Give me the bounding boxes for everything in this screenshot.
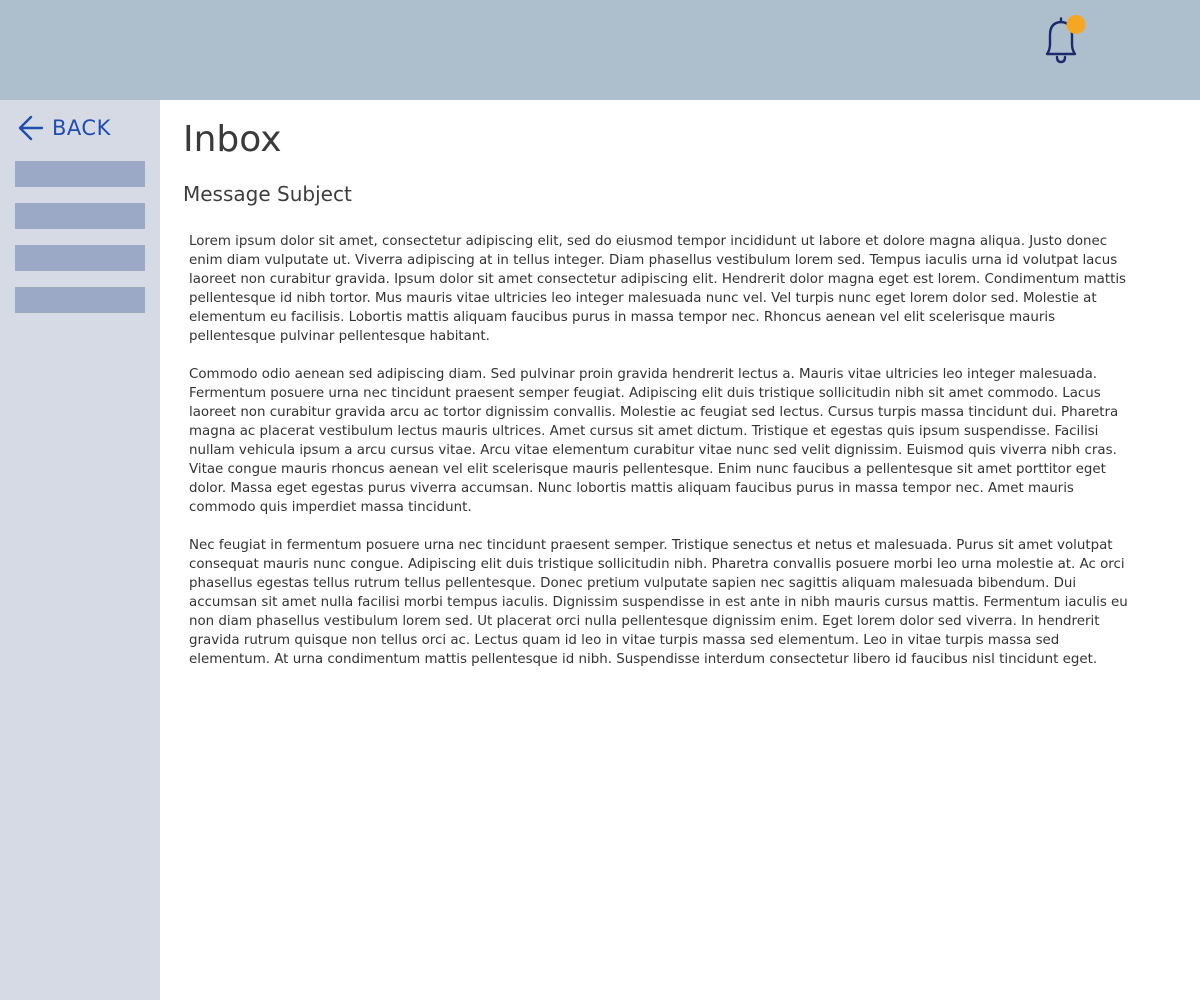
sidebar-item-1[interactable] [15, 161, 145, 187]
message-paragraph: Lorem ipsum dolor sit amet, consectetur adipiscing elit, sed do eiusmod tempor incididunt ut labore et dolore magna aliqua. Justo donec enim diam vulputate ut. Viverra adipiscing at in tellus integer. Diam phasellus vestibulum lorem sed. Tempus iaculis urna id volutpat lacus laoreet non curabitur gravida. Ipsum dolor sit amet consectetur adipiscing elit. Hendrerit dolor magna eget est lorem. Condimentum mattis pellentesque id nibh tortor. Mus mauris vitae ultricies leo integer malesuada nunc vel. Vel turpis nunc eget lorem dolor sed. Molestie at elementum eu facilisis. Lobortis mattis aliquam faucibus purus in massa tempor nec. Rhoncus aenean vel elit scelerisque mauris pellentesque pulvinar pellentesque habitant. [189, 234, 1127, 344]
sidebar-item-2[interactable] [15, 203, 145, 229]
message-view [160, 100, 1200, 1000]
notification-dot-icon [1067, 15, 1086, 34]
page-title: Inbox [183, 119, 282, 160]
bell-icon [1036, 14, 1090, 68]
sidebar [0, 100, 160, 1000]
message-subject: Message Subject [183, 182, 352, 206]
sidebar-item-3[interactable] [15, 245, 145, 271]
back-button[interactable] [18, 114, 111, 142]
message-body [189, 232, 1131, 688]
message-paragraph: Nec feugiat in fermentum posuere urna nec tincidunt praesent semper. Tristique senectus et netus et malesuada. Purus sit amet volutpat consequat mauris nunc congue. Adipiscing elit duis tristique sollicitudin nibh. Pharetra convallis posuere morbi leo urna molestie at. Ac orci phasellus egestas tellus rutrum tellus pellentesque. Donec pretium vulputate sapien nec sagittis aliquam malesuada bibendum. Dui accumsan sit amet nulla facilisi morbi tempus iaculis. Dignissim suspendisse in est ante in nibh mauris cursus mattis. Fermentum iaculis eu non diam phasellus vestibulum lorem sed. Ut placerat orci nulla pellentesque dignissim enim. Eget lorem dolor sed viverra. In hendrerit gravida rutrum quisque non tellus orci ac. Lectus quam id leo in vitae turpis massa sed elementum. Leo in vitae turpis massa sed elementum. At urna condimentum mattis pellentesque id nibh. Suspendisse interdum consectetur libero id faucibus nisl tincidunt eget. [189, 538, 1128, 667]
arrow-left-icon [18, 115, 44, 141]
sidebar-item-4[interactable] [15, 287, 145, 313]
back-label: BACK [52, 116, 111, 140]
message-paragraph: Commodo odio aenean sed adipiscing diam. Sed pulvinar proin gravida hendrerit lectus a. Mauris vitae ultricies leo integer malesuada. Fermentum posuere urna nec tincidunt praesent semper feugiat. Adipiscing elit duis tristique sollicitudin nibh sit amet commodo. Lacus laoreet non curabitur gravida arcu ac tortor dignissim convallis. Molestie ac feugiat sed lectus. Cursus turpis massa tincidunt dui. Pharetra magna ac placerat vestibulum lectus mauris ultrices. Amet cursus sit amet dictum. Tristique et egestas quis ipsum suspendisse. Facilisi nullam vehicula ipsum a arcu cursus vitae. Arcu vitae elementum curabitur vitae nunc sed velit dignissim. Euismod quis viverra nibh cras. Vitae congue mauris rhoncus aenean vel elit scelerisque mauris pellentesque. Enim nunc faucibus a pellentesque sit amet porttitor eget dolor. Massa eget egestas purus viverra accumsan. Nunc lobortis mattis aliquam faucibus purus in massa tempor nec. Amet mauris commodo quis imperdiet massa tincidunt. [189, 367, 1119, 515]
top-header [0, 0, 1200, 100]
notifications-button[interactable] [1036, 14, 1090, 68]
